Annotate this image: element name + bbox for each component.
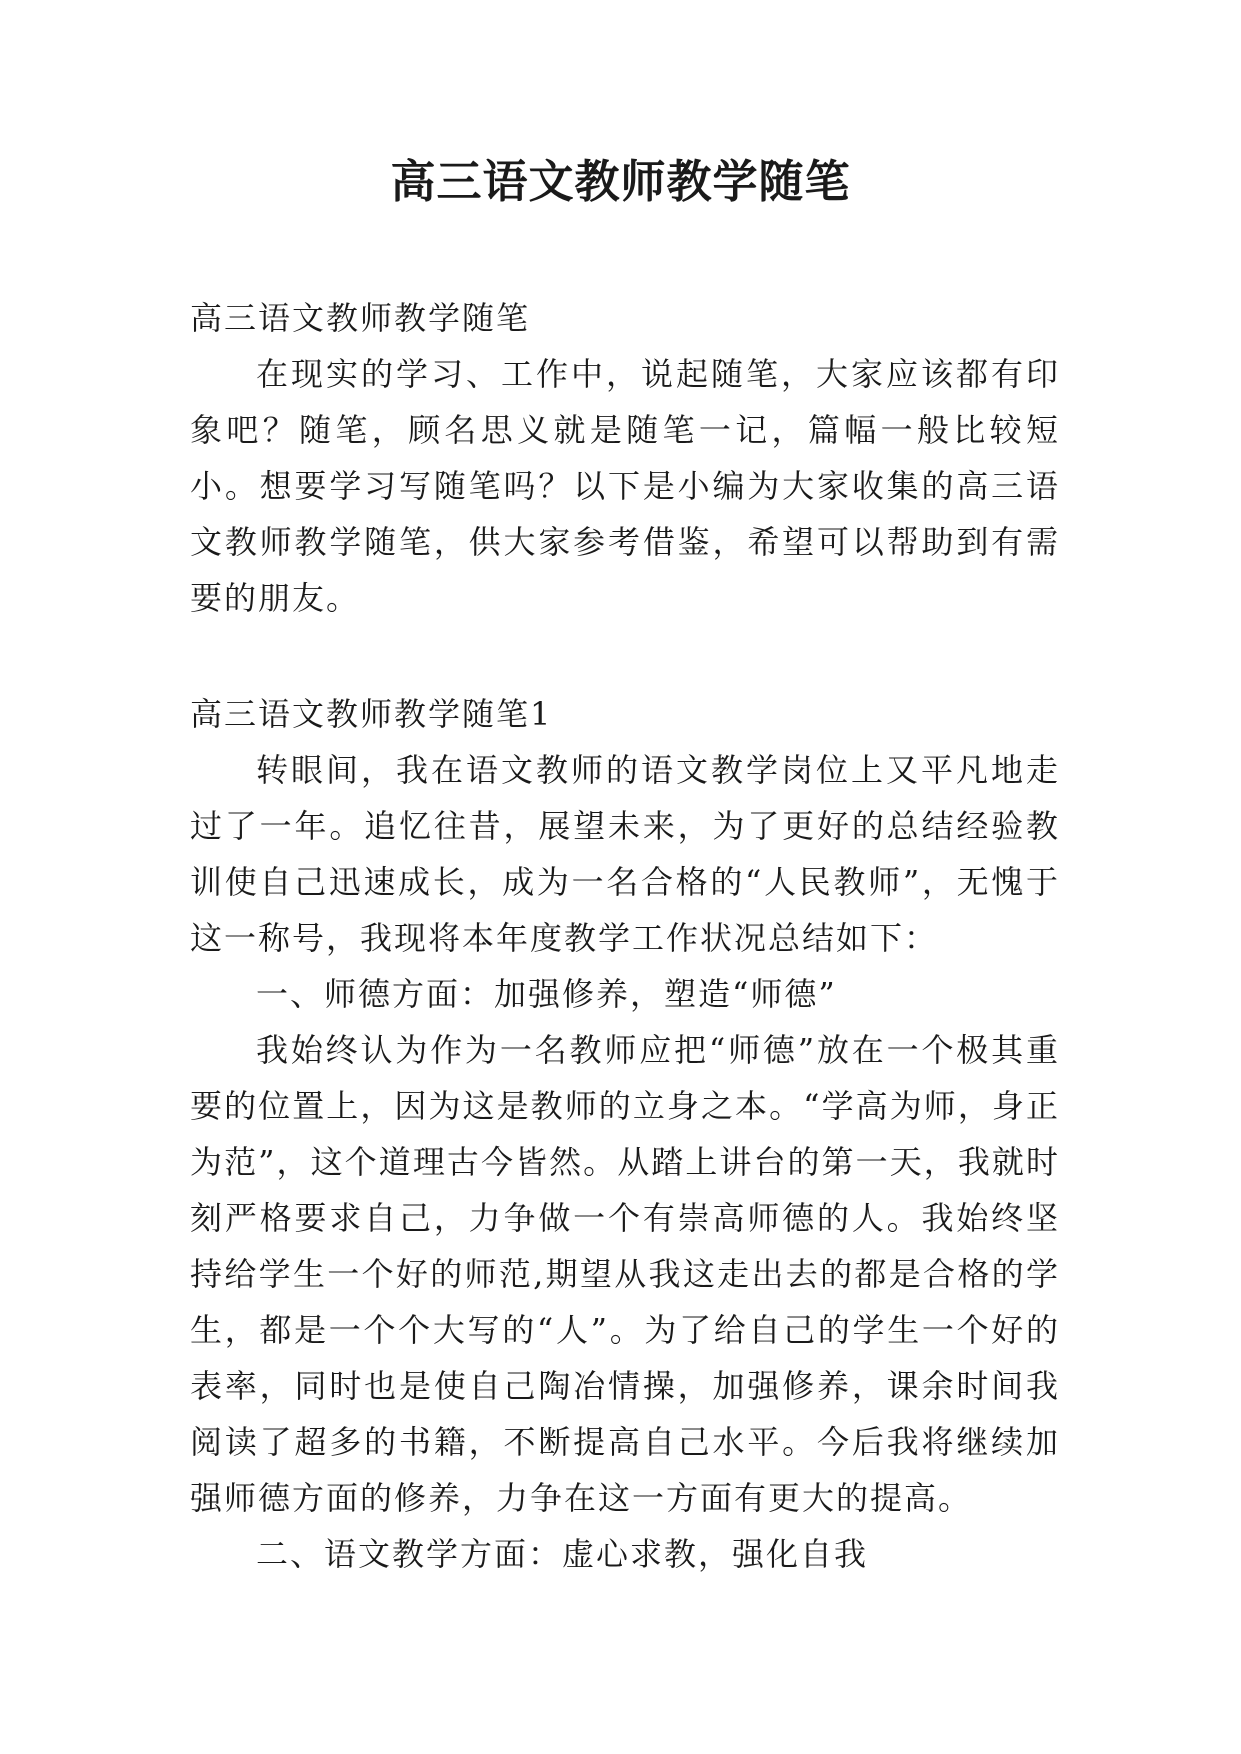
- document-title: 高三语文教师教学随笔: [390, 155, 851, 208]
- subsection-heading: 一、师德方面：加强修养，塑造“师德”: [256, 975, 837, 1013]
- intro-paragraph: 在现实的学习、工作中，说起随笔，大家应该都有印象吧？随笔，顾名思义就是随笔一记，篇幅一般比较短小。想要学习写随笔吗？以下是小编为大家收集的高三语文教师教学随笔，供大家参考借鉴，希望可以帮助到有需要的朋友。: [190, 355, 1060, 617]
- section-heading: 高三语文教师教学随笔1: [190, 695, 553, 733]
- section-heading: 高三语文教师教学随笔: [190, 299, 531, 337]
- body-paragraph: 转眼间，我在语文教师的语文教学岗位上又平凡地走过了一年。追忆往昔，展望未来，为了更好的总结经验教训使自己迅速成长，成为一名合格的“人民教师”，无愧于这一称号，我现将本年度教学工作状况总结如下：: [190, 751, 1060, 957]
- document-body: [190, 290, 1060, 1582]
- subsection-heading: 二、语文教学方面：虚心求教，强化自我: [256, 1535, 869, 1573]
- body-paragraph: 我始终认为作为一名教师应把“师德”放在一个极其重要的位置上，因为这是教师的立身之本。“学高为师，身正为范”，这个道理古今皆然。从踏上讲台的第一天，我就时刻严格要求自己，力争做一个有崇高师德的人。我始终坚持给学生一个好的师范,期望从我这走出去的都是合格的学生，都是一个个大写的“人”。为了给自己的学生一个好的表率，同时也是使自己陶冶情操，加强修养，课余时间我阅读了超多的书籍，不断提高自己水平。今后我将继续加强师德方面的修养，力争在这一方面有更大的提高。: [190, 1031, 1060, 1517]
